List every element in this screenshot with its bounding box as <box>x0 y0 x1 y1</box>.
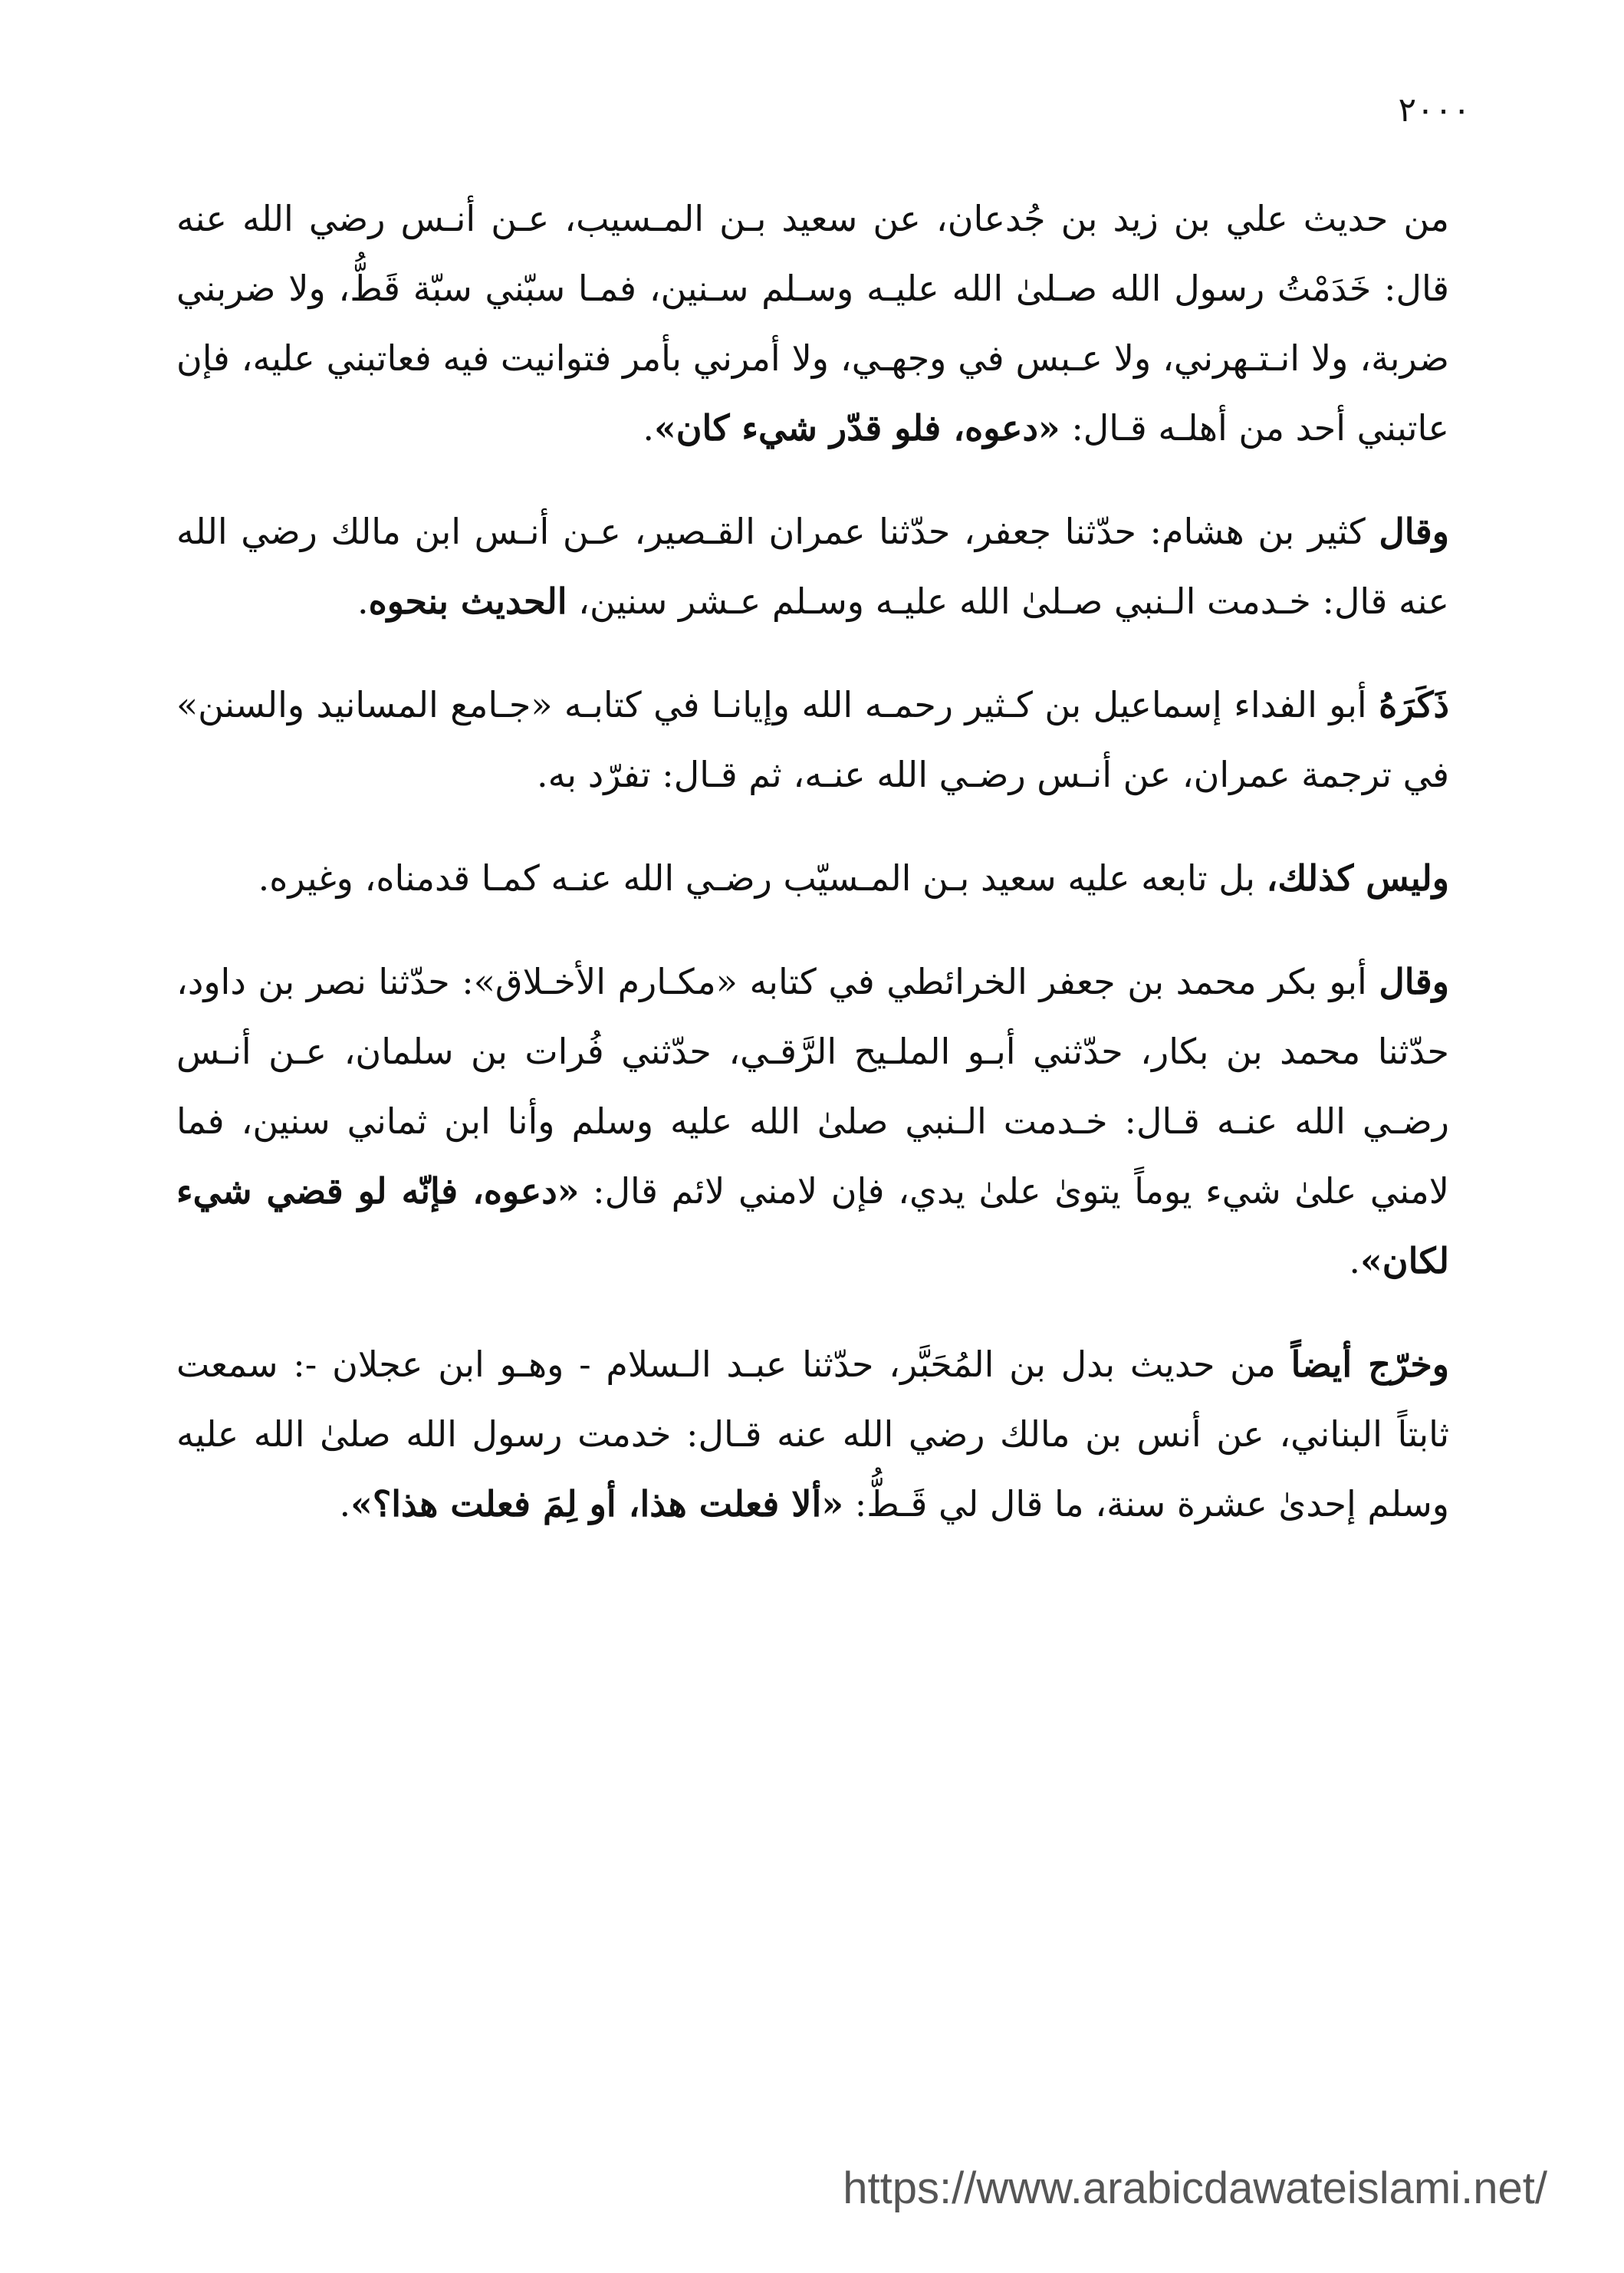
paragraph-lead: ذَكَرَهُ <box>1379 684 1450 725</box>
page-number: ٢٠٠٠ <box>1398 90 1471 130</box>
paragraph-quote: الحديث بنحوه <box>368 581 567 622</box>
paragraph-1 <box>176 184 1449 463</box>
paragraph-tail: . <box>1349 1240 1361 1281</box>
body-text <box>176 184 1449 1539</box>
paragraph-4 <box>176 844 1449 913</box>
paragraph-lead: وقال <box>1379 511 1449 552</box>
paragraph-quote: «ألا فعلت هذا، أو لِمَ فعلت هذا؟» <box>350 1483 844 1525</box>
paragraph-tail: . <box>357 581 369 622</box>
paragraph-tail: . <box>643 407 654 449</box>
paragraph-3 <box>176 670 1449 810</box>
paragraph-5 <box>176 947 1449 1296</box>
paragraph-text: أبو بكر محمد بن جعفر الخرائطي في كتابه «مكـارم الأخـلاق»: حدّثنا نصر بن داود، حدّثنا محمد بن بكار، حدّثني أبـو الملـيح الرَّقـي، حدّثني فُرات بن سلمان، عـن أنـس رضـي الله عنـه قـال: خـدمت الـنبي صلىٰ الله عليه وسلم وأنا ابن ثماني سنين، فما لامني علىٰ شيء يوماً يتوىٰ علىٰ يدي، فإن لامني لائم قال: <box>176 961 1450 1212</box>
paragraph-lead: وليس كذلك، <box>1266 857 1449 899</box>
paragraph-text: كثير بن هشام: حدّثنا جعفر، حدّثنا عمران القـصير، عـن أنـس ابن مالك رضي الله عنه قال: خـدمت الـنبي صـلىٰ الله عليـه وسـلم عـشر سنين، <box>176 511 1449 622</box>
paragraph-quote: «دعوه، فإنّه لو قضي شيء لكان» <box>176 1170 1449 1281</box>
paragraph-text: أبو الفداء إسماعيل بن كـثير رحمـه الله وإيانـا في كتابـه «جـامع المسانيد والسنن» في ترجمة عمران، عن أنـس رضـي الله عنـه، ثم قـال: تفرّد به. <box>176 684 1449 795</box>
paragraph-lead: وقال <box>1379 961 1449 1002</box>
paragraph-tail: . <box>339 1483 351 1525</box>
paragraph-quote: «دعوه، فلو قدّر شيء كان» <box>653 407 1060 449</box>
watermark-url: https://www.arabicdawateislami.net/ <box>843 2163 1547 2213</box>
paragraph-text: من حديث علي بن زيد بن جُدعان، عن سعيد بـن المـسيب، عـن أنـس رضي الله عنه قال: خَدَمْتُ رسول الله صـلىٰ الله عليـه وسـلم سـنين، فمـا سبّني سبّة قَطُّ، ولا ضربني ضربة، ولا انـتـهرني، ولا عـبس في وجهـي، ولا أمرني بأمر فتوانيت فيه فعاتبني عليه، فإن عاتبني أحد من أهلـه قـال: <box>176 198 1449 449</box>
paragraph-6 <box>176 1330 1449 1539</box>
paragraph-2 <box>176 497 1449 637</box>
paragraph-lead: وخرّج أيضاً <box>1290 1344 1450 1385</box>
paragraph-text: من حديث بدل بن المُحَبَّر، حدّثنا عبـد الـسلام - وهـو ابن عجلان -: سمعت ثابتاً البناني، عن أنس بن مالك رضي الله عنه قـال: خدمت رسول الله صلىٰ الله عليه وسلم إحدىٰ عشرة سنة، ما قال لي قَـطُّ: <box>176 1344 1449 1525</box>
paragraph-text: بل تابعه عليه سعيد بـن المـسيّب رضـي الله عنـه كمـا قدمناه، وغيره. <box>258 857 1255 899</box>
